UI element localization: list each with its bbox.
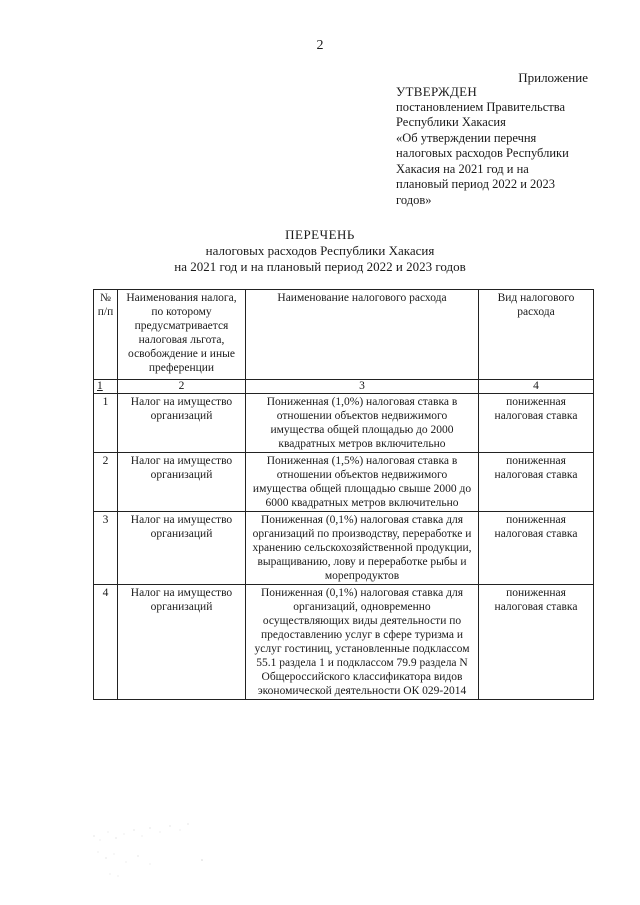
approval-line: «Об утверждении перечня <box>396 130 537 145</box>
tax-expenses-table <box>93 289 594 700</box>
header-expense-type: Вид налогового расхода <box>479 290 594 380</box>
row-num: 1 <box>94 394 118 453</box>
row-tax: Налог на имущество организаций <box>118 394 246 453</box>
row-type: пониженная налоговая ставка <box>479 394 594 453</box>
row-expense: Пониженная (0,1%) налоговая ставка для организаций, одновременно осуществляющих виды деятельности по предоставлению услуг в сфере туризма и услуг гостиниц, установленные подклассом 55.1 раздела 1 и подклассом 79.9 раздела N Общероссийского классификатора видов экономической деятельности ОК 029-2014 <box>246 585 479 700</box>
approval-line: годов» <box>396 192 432 207</box>
column-number: 2 <box>118 380 246 394</box>
title-line: на 2021 год и на плановый период 2022 и 2023 годов <box>174 259 466 274</box>
table-row <box>94 394 594 453</box>
row-expense: Пониженная (1,0%) налоговая ставка в отношении объектов недвижимого имущества общей площадью до 2000 квадратных метров включительно <box>246 394 479 453</box>
header-expense-name: Наименование налогового расхода <box>246 290 479 380</box>
approval-line: Республики Хакасия <box>396 115 506 129</box>
title-line: налоговых расходов Республики Хакасия <box>205 243 435 258</box>
approval-heading: УТВЕРЖДЕН <box>396 84 478 99</box>
row-expense: Пониженная (0,1%) налоговая ставка для организаций по производству, переработке и хранению сельскохозяйственной продукции, выращиванию, лову и переработке рыбы и морепродуктов <box>246 512 479 585</box>
appendix-label: Приложение <box>518 70 588 85</box>
row-type: пониженная налоговая ставка <box>479 453 594 512</box>
row-tax: Налог на имущество организаций <box>118 512 246 585</box>
approval-line: плановый период 2022 и 2023 <box>396 177 556 191</box>
approval-block <box>396 84 596 208</box>
column-number: 1 <box>94 380 118 394</box>
approval-line: налоговых расходов Республики <box>396 146 569 160</box>
page-number: 2 <box>316 38 324 53</box>
row-type: пониженная налоговая ставка <box>479 585 594 700</box>
table-row <box>94 512 594 585</box>
row-tax: Налог на имущество организаций <box>118 453 246 512</box>
title-main: ПЕРЕЧЕНЬ <box>285 227 355 242</box>
table-row <box>94 585 594 700</box>
row-num: 3 <box>94 512 118 585</box>
column-number: 4 <box>479 380 594 394</box>
document-title <box>0 227 640 275</box>
header-num: № п/п <box>94 290 118 380</box>
row-num: 2 <box>94 453 118 512</box>
approval-line: Хакасия на 2021 год и на <box>396 161 529 176</box>
column-numbering-row <box>94 380 594 394</box>
scan-noise <box>90 818 210 878</box>
table-row <box>94 453 594 512</box>
table-header-row <box>94 290 594 380</box>
column-number: 3 <box>246 380 479 394</box>
row-type: пониженная налоговая ставка <box>479 512 594 585</box>
row-tax: Налог на имущество организаций <box>118 585 246 700</box>
row-expense: Пониженная (1,5%) налоговая ставка в отношении объектов недвижимого имущества общей площадью свыше 2000 до 6000 квадратных метров включительно <box>246 453 479 512</box>
approval-line: постановлением Правительства <box>396 99 566 114</box>
header-tax-name: Наименования налога, по которому предусматривается налоговая льгота, освобождение и иные преференции <box>118 290 246 380</box>
row-num: 4 <box>94 585 118 700</box>
